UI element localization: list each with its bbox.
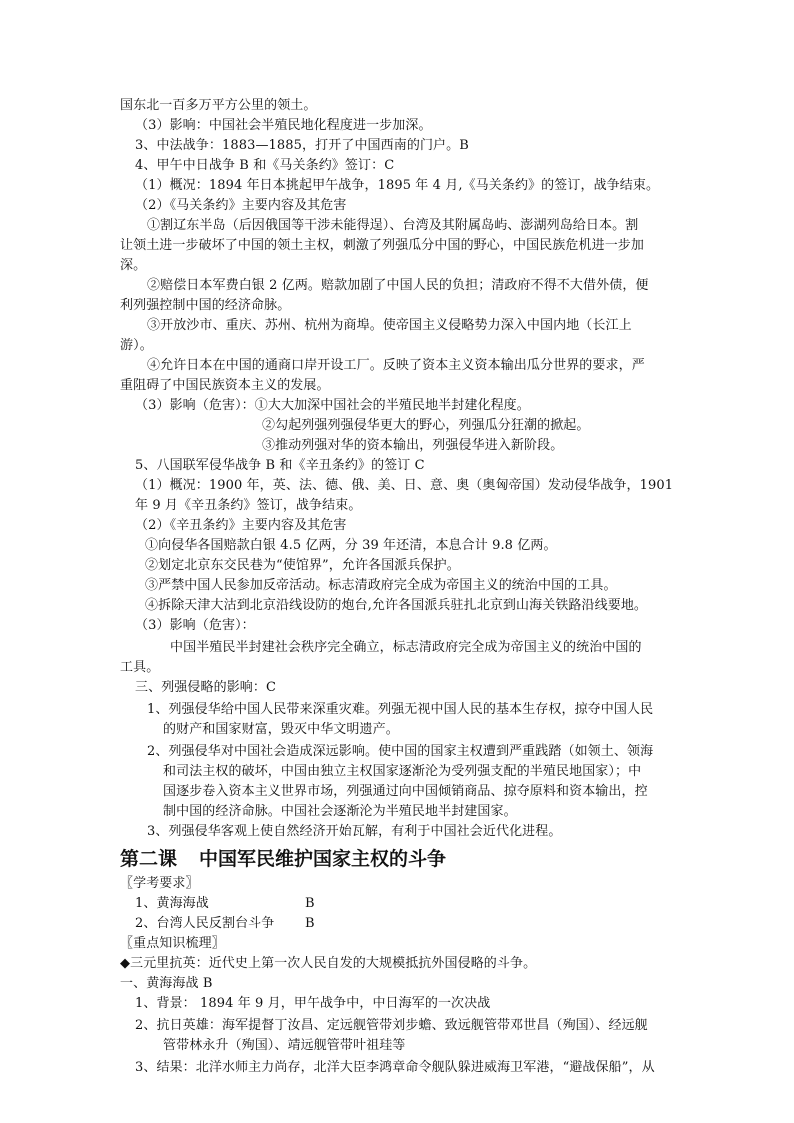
text-line: ②赔偿日本军费白银 2 亿两。赔款加剧了中国人民的负担；清政府不得不大借外债，便 [147, 278, 649, 293]
text-line: ①割辽东半岛（后因俄国等干涉未能得逞）、台湾及其附属岛屿、澎湖列岛给日本。割 [147, 218, 639, 233]
bullet-note: ◆三元里抗英：近代史上第一次人民自发的大规模抵抗外国侵略的斗争。 [120, 956, 537, 971]
text-line: ③开放沙市、重庆、苏州、杭州为商埠。使帝国主义侵略势力深入中国内地（长江上 [147, 318, 632, 333]
text-line: 2、抗日英雄：海军提督丁汝昌、定远舰管带刘步蟾、致远舰管带邓世昌（殉国）、经远舰 [135, 1018, 648, 1033]
requirement-label: 1、黄海海战 [135, 896, 209, 911]
requirement-item [135, 894, 315, 914]
text-line: 2、列强侵华对中国社会造成深远影响。使中国的国家主权遭到严重践踏（如领土、领海 [147, 744, 654, 759]
text-line: （1）概况：1900 年，英、法、德、俄、美、日、意、奥（奥匈帝国）发动侵华战争，1901 [135, 478, 674, 493]
text-line: 三、列强侵略的影响：C [135, 680, 277, 695]
text-line: 和司法主权的破坏，中国由独立主权国家逐渐沦为受列强支配的半殖民地国家）；中 [163, 764, 642, 779]
text-line: ①向侵华各国赔款白银 4.5 亿两，分 39 年还清，本息合计 9.8 亿两。 [145, 538, 557, 553]
text-line: 1、背景： 1894 年 9 月，甲午战争中，中日海军的一次决战 [135, 996, 491, 1011]
text-line: 深。 [120, 258, 147, 273]
text-line: 1、列强侵华给中国人民带来深重灾难。列强无视中国人民的基本生存权，掠夺中国人民 [147, 702, 654, 717]
key-knowledge-header: 〖重点知识梳理〗 [120, 936, 225, 951]
text-line: 3、列强侵华客观上使自然经济开始瓦解，有利于中国社会近代化进程。 [147, 824, 562, 839]
text-line: 5、八国联军侵华战争 B 和《辛丑条约》的签订 C [135, 458, 425, 473]
text-line: 4、甲午中日战争 B 和《马关条约》签订：C [135, 158, 395, 173]
requirements-header: 〖学考要求〗 [120, 876, 199, 891]
text-line: （3）影响（危害）： [135, 618, 255, 633]
text-line: 利列强控制中国的经济命脉。 [120, 298, 291, 313]
text-line: 工具。 [120, 660, 160, 675]
text-line: ④拆除天津大沽到北京沿线设防的炮台,允许各国派兵驻扎北京到山海关铁路沿线要地。 [145, 598, 648, 613]
text-line: （3）影响（危害）：①大大加深中国社会的半殖民地半封建化程度。 [135, 398, 530, 413]
text-line: 让领土进一步破坏了中国的领土主权，刺激了列强瓜分中国的野心，中国民族危机进一步加 [120, 238, 645, 253]
text-line: （2）《辛丑条约》主要内容及其危害 [135, 518, 347, 533]
text-line: （2）《马关条约》主要内容及其危害 [135, 198, 347, 213]
text-line: ③严禁中国人民参加反帝活动。标志清政府完全成为帝国主义的统治中国的工具。 [145, 578, 617, 593]
text-line: 管带林永升（殉国）、靖远舰管带叶祖珪等 [163, 1038, 406, 1053]
text-line: 制中国的经济命脉。中国社会逐渐沦为半殖民地半封建国家。 [163, 804, 517, 819]
requirement-level: B [305, 916, 315, 931]
text-line: 中国半殖民半封建社会秩序完全确立，标志清政府完全成为帝国主义的统治中国的 [170, 640, 642, 655]
section-heading: 一、黄海海战 B [120, 976, 213, 991]
text-line: 3、结果：北洋水师主力尚存，北洋大臣李鸿章命令舰队躲进威海卫军港，“避战保船”，从 [135, 1060, 655, 1075]
text-line: 国东北一百多万平方公里的领土。 [120, 98, 317, 113]
text-line: ③推动列强对华的资本输出，列强侵华进入新阶段。 [262, 438, 564, 453]
text-line: 的财产和国家财富，毁灭中华文明遗产。 [163, 722, 399, 737]
text-line: 游）。 [120, 338, 153, 353]
text-line: 重阻碍了中国民族资本主义的发展。 [120, 378, 330, 393]
lesson-name: 中国军民维护国家主权的斗争 [199, 848, 447, 870]
requirement-label: 2、台湾人民反割台斗争 [135, 916, 275, 931]
text-line: ②勾起列强列强侵华更大的野心，列强瓜分狂潮的掀起。 [262, 418, 590, 433]
requirement-level: B [305, 896, 315, 911]
text-line: 国逐步卷入资本主义世界市场，列强通过向中国倾销商品、掠夺原料和资本输出，控 [163, 784, 648, 799]
lesson-title [120, 846, 446, 872]
requirement-item [135, 914, 315, 934]
lesson-number: 第二课 [120, 848, 178, 870]
text-line: 3、中法战争：1883—1885，打开了中国西南的门户。B [135, 138, 469, 153]
text-line: ④允许日本在中国的通商口岸开设工厂。反映了资本主义资本输出瓜分世界的要求，严 [147, 358, 645, 373]
text-line: （1）概况：1894 年日本挑起甲午战争，1895 年 4 月,《马关条约》的签订，战争结束。 [135, 178, 660, 193]
text-line: （3）影响：中国社会半殖民地化程度进一步加深。 [135, 118, 432, 133]
text-line: ②划定北京东交民巷为“使馆界”，允许各国派兵保护。 [145, 558, 460, 573]
text-line: 年 9 月《辛丑条约》签订，战争结束。 [135, 498, 362, 513]
